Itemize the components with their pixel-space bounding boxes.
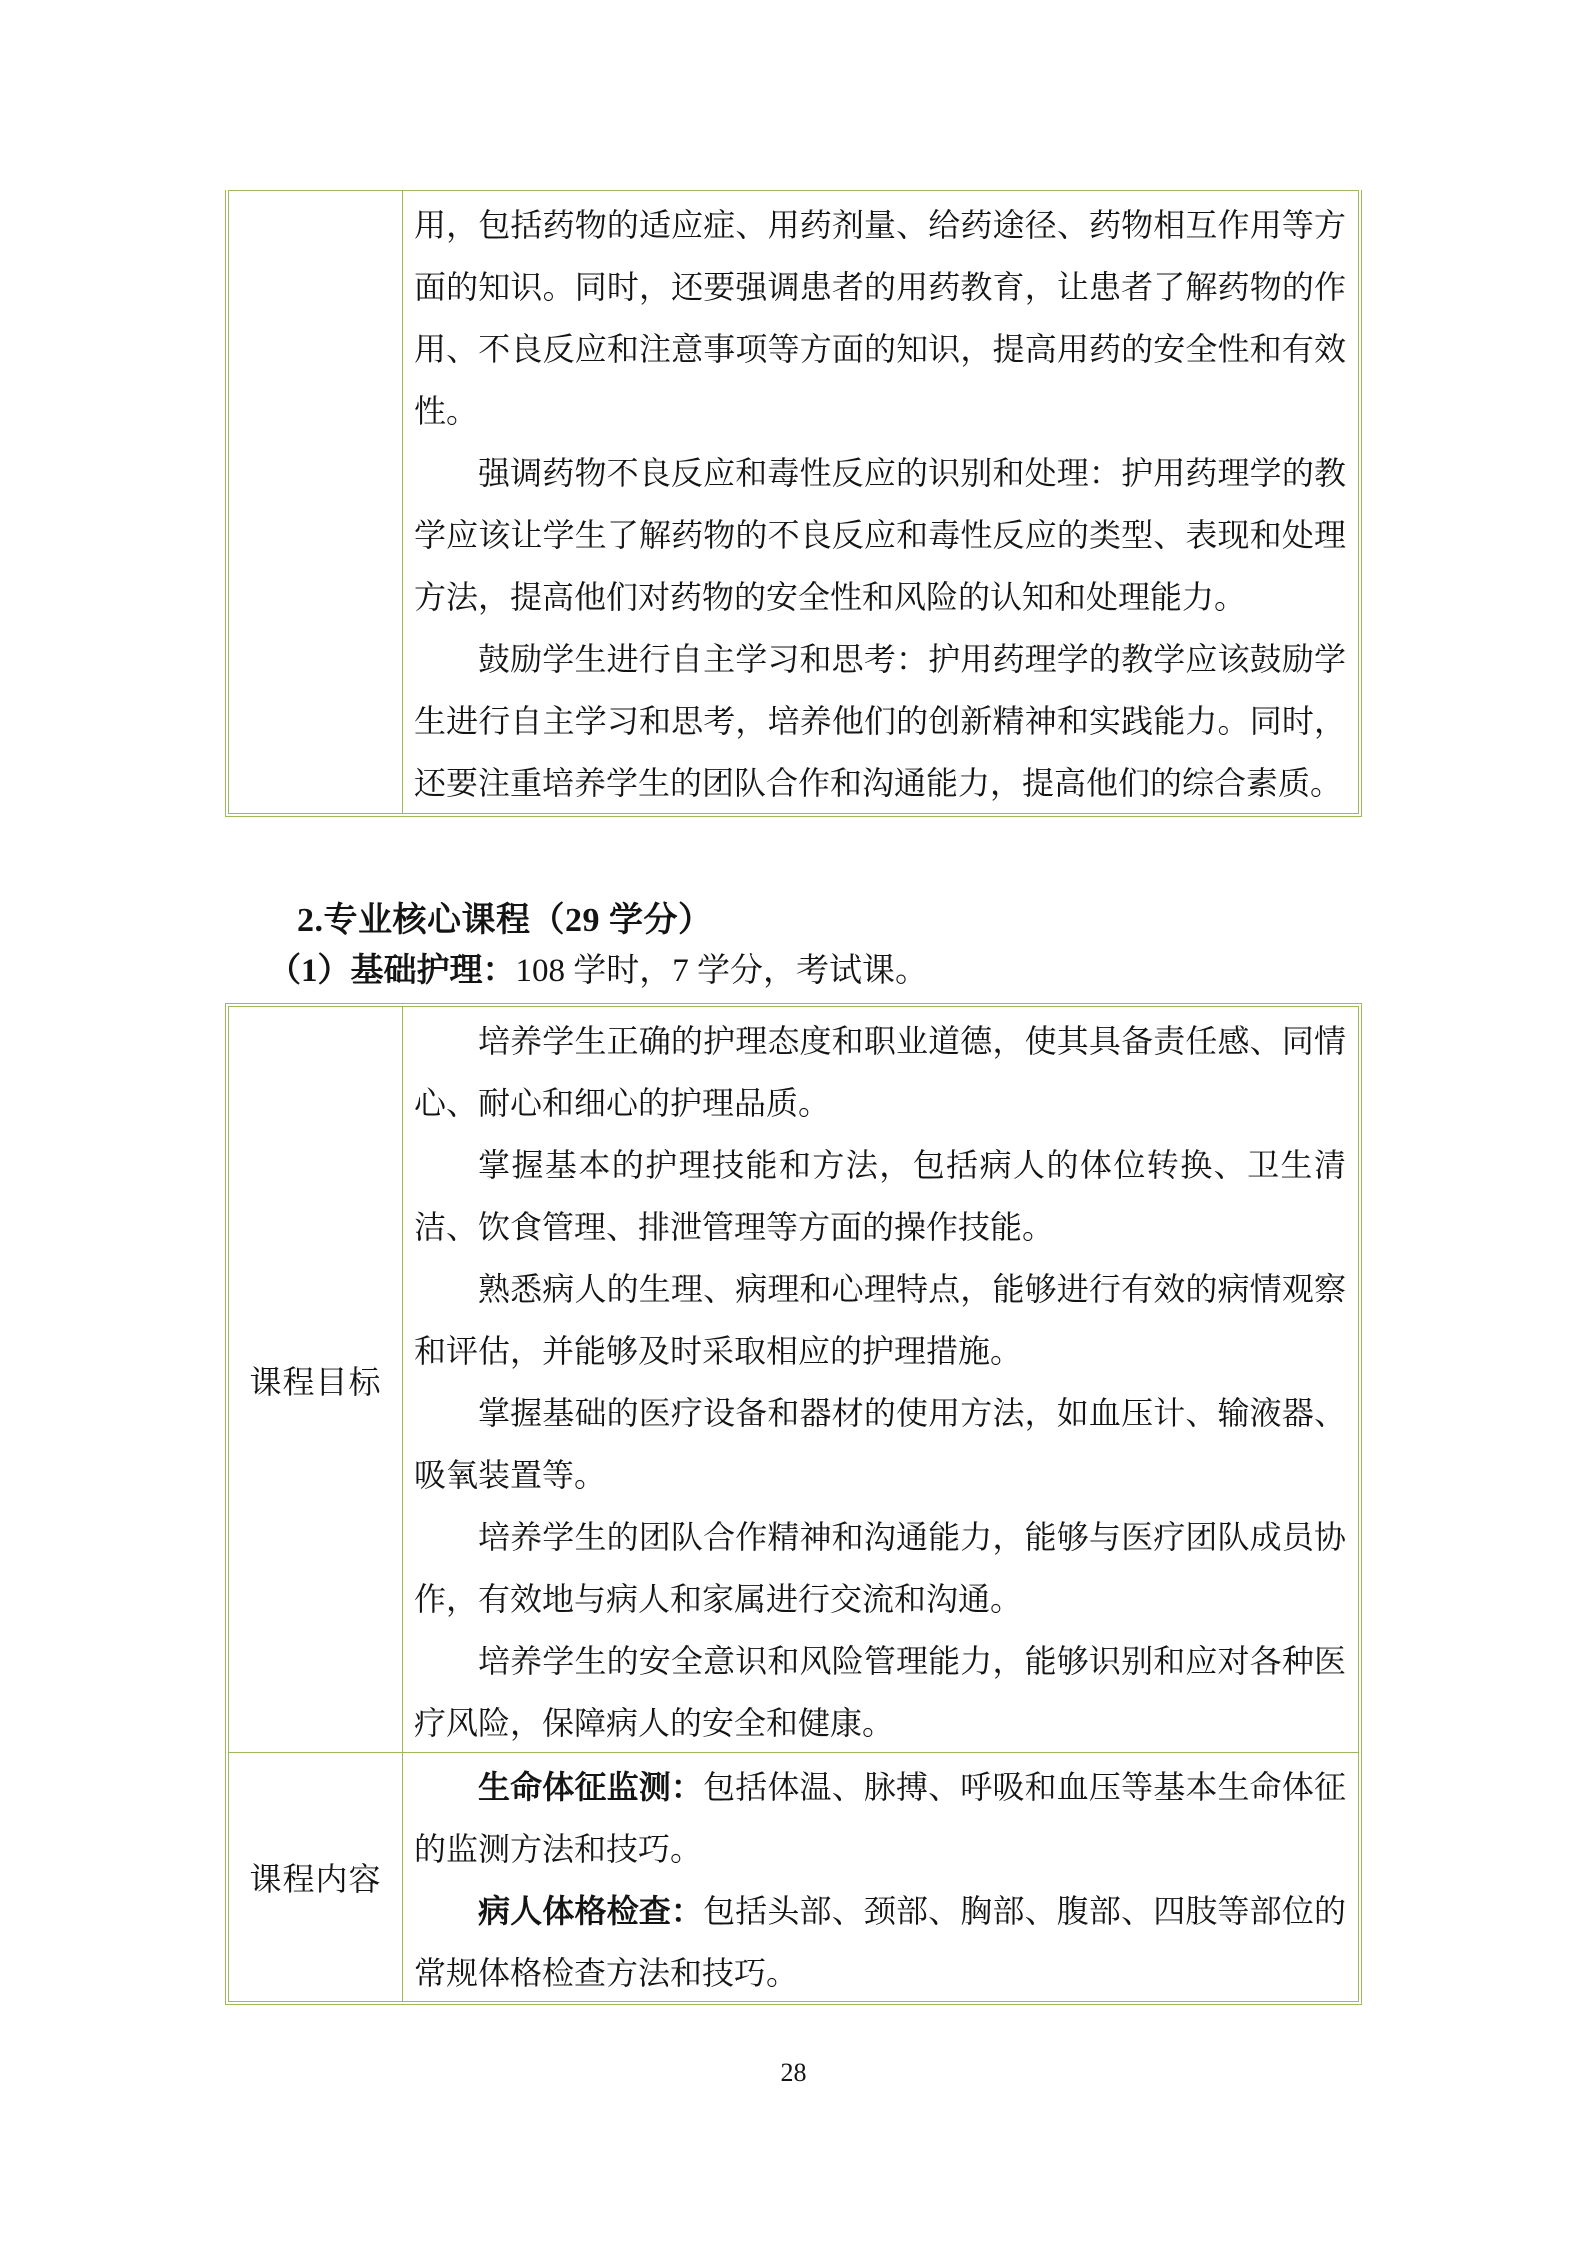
paragraph-lead: 生命体征监测： [478, 1769, 704, 1805]
paragraph: 用，包括药物的适应症、用药剂量、给药途径、药物相互作用等方面的知识。同时，还要强调患者的用药教育，让患者了解药物的作用、不良反应和注意事项等方面的知识，提高用药的安全性和有效性。 [414, 207, 1346, 429]
section-heading: 2.专业核心课程（29 学分） [297, 902, 713, 939]
page-number: 28 [780, 2058, 807, 2087]
paragraph: 培养学生的安全意识和风险管理能力，能够识别和应对各种医疗风险，保障病人的安全和健康。 [414, 1643, 1346, 1741]
paragraph: 强调药物不良反应和毒性反应的识别和处理：护用药理学的教学应该让学生了解药物的不良反应和毒性反应的类型、表现和处理方法，提高他们对药物的安全性和风险的认知和处理能力。 [414, 455, 1346, 615]
table1-label-cell [229, 191, 403, 813]
paragraph: 熟悉病人的生理、病理和心理特点，能够进行有效的病情观察和评估，并能够及时采取相应的护理措施。 [414, 1271, 1346, 1369]
paragraph: 掌握基本的护理技能和方法，包括病人的体位转换、卫生清洁、饮食管理、排泄管理等方面的操作技能。 [414, 1147, 1346, 1245]
paragraph: 生命体征监测：包括体温、脉搏、呼吸和血压等基本生命体征的监测方法和技巧。 [414, 1769, 1346, 1867]
paragraph: 鼓励学生进行自主学习和思考：护用药理学的教学应该鼓励学生进行自主学习和思考，培养他们的创新精神和实践能力。同时，还要注重培养学生的团队合作和沟通能力，提高他们的综合素质。 [414, 641, 1346, 801]
paragraph: 培养学生正确的护理态度和职业道德，使其具备责任感、同情心、耐心和细心的护理品质。 [414, 1023, 1346, 1121]
course-subheading-lead: （1）基础护理： [268, 953, 516, 989]
course-content-content-cell [403, 1752, 1358, 2001]
course-subheading [268, 944, 928, 991]
course-subheading-detail: 108 学时，7 学分，考试课。 [515, 953, 928, 989]
pharmacology-course-table-inner [228, 190, 1359, 814]
paragraph-lead: 病人体格检查： [478, 1893, 704, 1929]
course-objectives-label-cell: 课程目标 [229, 1007, 403, 1752]
paragraph: 培养学生的团队合作精神和沟通能力，能够与医疗团队成员协作，有效地与病人和家属进行交流和沟通。 [414, 1519, 1346, 1617]
pharmacology-course-table [225, 190, 1362, 817]
basic-nursing-course-table [225, 1003, 1362, 2005]
course-content-label-cell: 课程内容 [229, 1752, 403, 2001]
paragraph: 掌握基础的医疗设备和器材的使用方法，如血压计、输液器、吸氧装置等。 [414, 1395, 1346, 1493]
paragraph: 病人体格检查：包括头部、颈部、胸部、腹部、四肢等部位的常规体格检查方法和技巧。 [414, 1893, 1346, 1991]
basic-nursing-course-table-inner [228, 1006, 1359, 2002]
course-objectives-content-cell [403, 1007, 1358, 1752]
table1-content-cell [403, 191, 1358, 813]
